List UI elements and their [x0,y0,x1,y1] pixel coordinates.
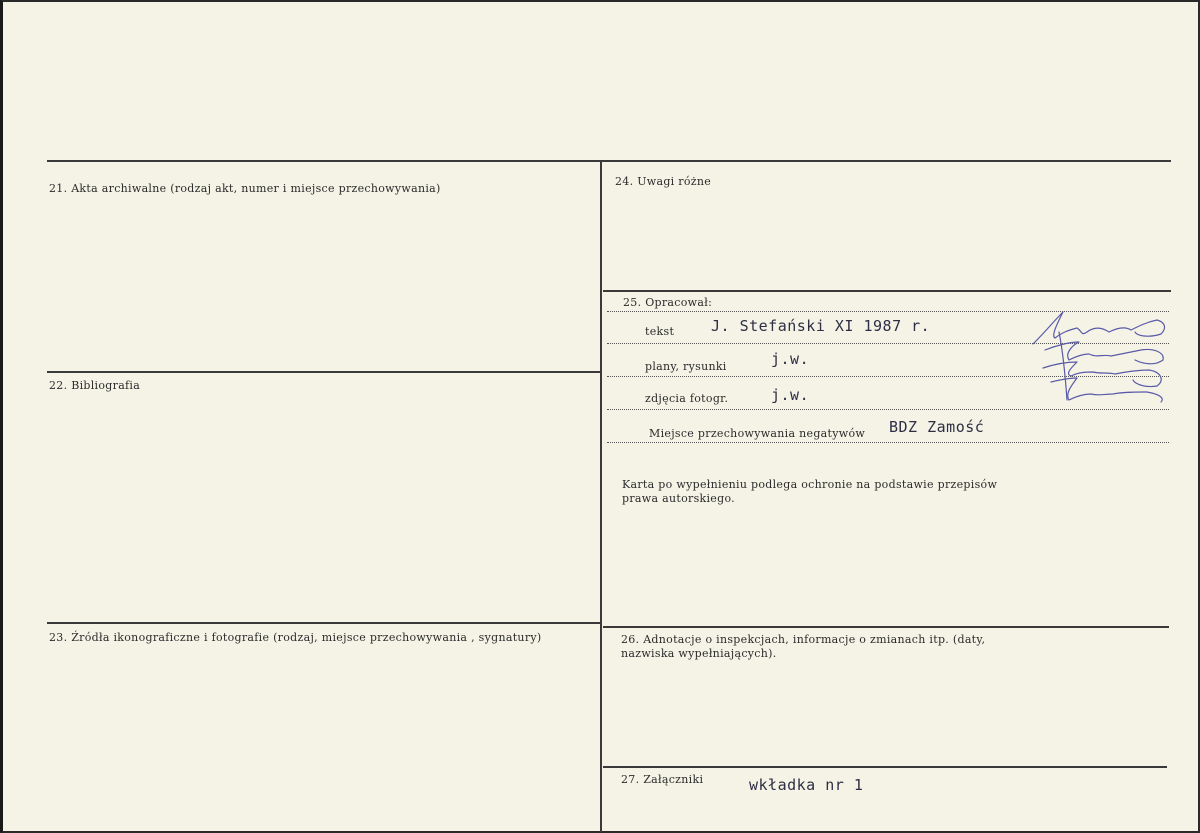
copyright-note-line2: prawa autorskiego. [622,492,735,505]
section-21-label: 21. Akta archiwalne (rodzaj akt, numer i miejsce przechowywania) [49,182,441,195]
row-plany-value: j.w. [771,350,810,368]
rule-21-22 [47,371,600,373]
row-zdjecia-label: zdjęcia fotogr. [645,392,729,405]
top-rule [47,160,1171,162]
rule-26-27 [603,766,1167,768]
column-divider [600,162,602,832]
section-22-label: 22. Bibliografia [49,379,141,392]
rule-24-25 [603,290,1171,292]
rule-22-23 [47,622,600,624]
rule-25-26 [603,626,1169,628]
section-23-label: 23. Źródła ikonograficzne i fotografie (rodzaj, miejsce przechowywania , sygnatury) [49,631,542,644]
section-26-line2: nazwiska wypełniających). [621,647,777,660]
copyright-note-line1: Karta po wypełnieniu podlega ochronie na podstawie przepisów [622,478,998,491]
section-25-label: 25. Opracował: [623,296,713,309]
dotted-line [607,442,1169,443]
section-26-line1: 26. Adnotacje o inspekcjach, informacje o zmianach itp. (daty, [621,633,986,646]
handwritten-signature [1025,302,1175,412]
section-27-value: wkładka nr 1 [749,776,864,794]
row-negatywy-label: Miejsce przechowywania negatywów [649,427,866,440]
section-27-label: 27. Załączniki [621,773,704,786]
row-tekst-value: J. Stefański XI 1987 r. [711,317,931,335]
row-zdjecia-value: j.w. [771,386,810,404]
section-24-label: 24. Uwagi różne [615,175,712,188]
row-plany-label: plany, rysunki [645,360,727,373]
row-negatywy-value: BDZ Zamość [889,418,985,436]
row-tekst-label: tekst [645,325,675,338]
